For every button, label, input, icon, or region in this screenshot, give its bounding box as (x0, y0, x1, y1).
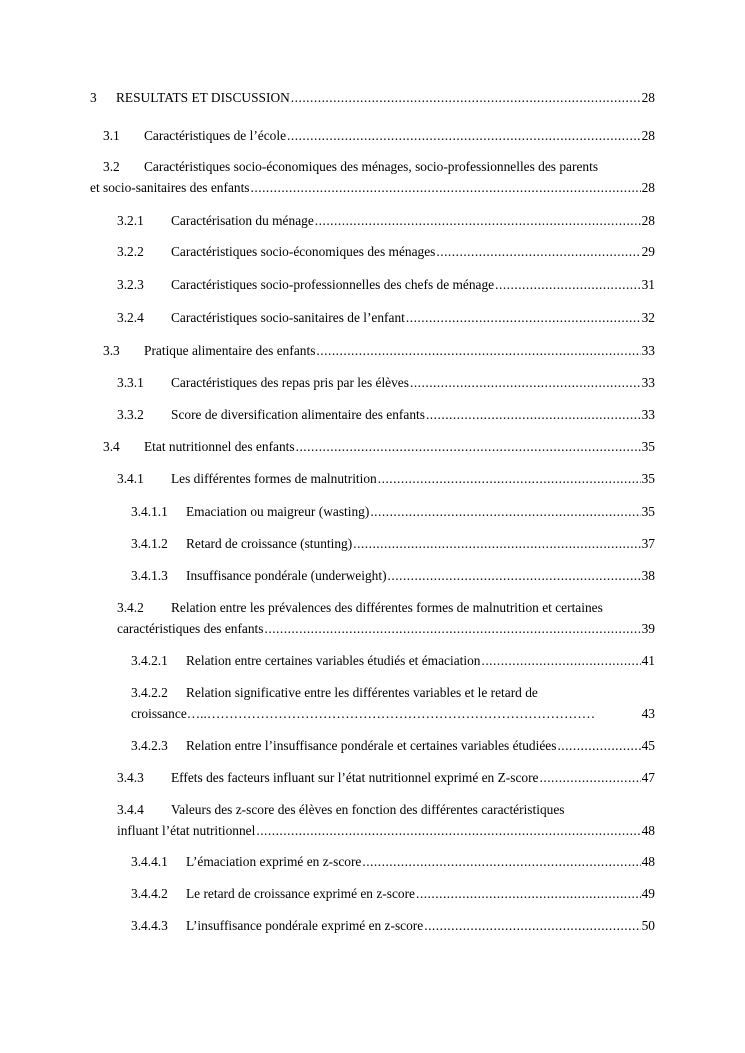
toc-page: 49 (641, 886, 655, 901)
toc-title: Insuffisance pondérale (underweight) (186, 568, 387, 583)
toc-title-continued: caractéristiques des enfants (117, 621, 264, 636)
toc-number: 3.4.1.1 (131, 504, 168, 519)
toc-title: Caractéristiques socio-professionnelles des chefs de ménage (171, 277, 495, 292)
toc-title: Caractéristiques socio-économiques des ménages (171, 244, 436, 259)
toc-page: 29 (641, 244, 655, 259)
toc-title: Caractéristiques des repas pris par les élèves (171, 375, 409, 390)
toc-entry-3-4-3[interactable] (117, 769, 655, 786)
toc-entry-3-4-1-2[interactable] (131, 535, 655, 552)
toc-leader (495, 276, 640, 293)
toc-number: 3.4.2.2 (131, 685, 168, 700)
toc-page: 35 (641, 439, 655, 454)
toc-number: 3.1 (103, 128, 120, 143)
toc-leader (291, 89, 641, 106)
toc-entry-3-4-4[interactable] (117, 801, 655, 839)
toc-title: Pratique alimentaire des enfants (144, 343, 316, 358)
toc-title: L’insuffisance pondérale exprimé en z-score (186, 918, 424, 933)
toc-number: 3.4.2 (117, 600, 144, 615)
toc-leader (481, 652, 640, 669)
toc-entry-3-4-1[interactable] (117, 470, 655, 487)
toc-number: 3.2 (103, 159, 120, 174)
toc-entry-3-4[interactable] (103, 438, 655, 455)
toc-title: Retard de croissance (stunting) (186, 536, 353, 551)
toc-entry-3-2-2[interactable] (117, 243, 655, 260)
toc-entry-3-1[interactable] (103, 127, 655, 144)
toc-title: Relation entre certaines variables étudiés et émaciation (186, 653, 481, 668)
toc-entry-3-4-2[interactable] (117, 599, 655, 637)
toc-page: 28 (641, 90, 655, 105)
toc-entry-3-4-2-1[interactable] (131, 652, 655, 669)
toc-number: 3.3 (103, 343, 120, 358)
toc-number: 3.2.1 (117, 213, 144, 228)
toc-page: 43 (641, 706, 655, 721)
toc-number: 3.4.1.2 (131, 536, 168, 551)
toc-entry-3-4-2-3[interactable] (131, 737, 655, 754)
toc-number: 3.4.1.3 (131, 568, 168, 583)
toc-page: 31 (641, 277, 655, 292)
toc-number: 3.4.4.3 (131, 918, 168, 933)
toc-entry-3-2-3[interactable] (117, 276, 655, 293)
toc-page: 39 (641, 621, 655, 636)
toc-leader (416, 885, 641, 902)
toc-entry-3-4-4-2[interactable] (131, 885, 655, 902)
toc-entry-3-3-1[interactable] (117, 374, 655, 391)
toc-number: 3.2.3 (117, 277, 144, 292)
toc-page: 48 (641, 823, 655, 838)
toc-number: 3.3.2 (117, 407, 144, 422)
toc-leader (378, 470, 641, 487)
toc-entry-3[interactable] (90, 89, 655, 106)
toc-number: 3.4.4.1 (131, 854, 168, 869)
toc-entry-3-4-4-1[interactable] (131, 853, 655, 870)
toc-title: Caractéristiques de l’école (144, 128, 287, 143)
toc-number: 3.4.2.3 (131, 738, 168, 753)
toc-page: 28 (641, 180, 655, 195)
toc-page: 47 (641, 770, 655, 785)
toc-entry-3-4-1-3[interactable] (131, 567, 655, 584)
toc-page: 48 (641, 854, 655, 869)
toc-title: Etat nutritionnel des enfants (144, 439, 295, 454)
toc-title: Emaciation ou maigreur (wasting) (186, 504, 370, 519)
toc-page: 45 (641, 738, 655, 753)
toc-number: 3 (90, 90, 97, 105)
toc-page: 41 (641, 653, 655, 668)
toc-title: Relation entre les prévalences des différentes formes de malnutrition et certaines (171, 600, 603, 615)
toc-title: Caractéristiques socio-sanitaires de l’enfant (171, 310, 405, 325)
toc-title: Caractérisation du ménage (171, 213, 314, 228)
toc-title: L’émaciation exprimé en z-score (186, 854, 362, 869)
toc-leader (410, 374, 641, 391)
toc-entry-3-4-2-2[interactable] (131, 684, 655, 722)
toc-title-continued: influant l’état nutritionnel (117, 823, 256, 838)
toc-number: 3.4.3 (117, 770, 144, 785)
toc-page: 35 (641, 504, 655, 519)
toc-page: 38 (641, 568, 655, 583)
toc-leader (265, 620, 641, 637)
toc-page: 33 (641, 343, 655, 358)
toc-page: 37 (641, 536, 655, 551)
toc-leader (436, 243, 640, 260)
toc-leader (406, 309, 641, 326)
toc-page: 28 (641, 213, 655, 228)
toc-leader (353, 535, 640, 552)
toc-leader (316, 342, 640, 359)
toc-leader (424, 917, 640, 934)
toc-page: 32 (641, 310, 655, 325)
toc-page: 35 (641, 471, 655, 486)
toc-leader (296, 438, 641, 455)
toc-number: 3.4.4.2 (131, 886, 168, 901)
toc-number: 3.2.2 (117, 244, 144, 259)
toc-page: 33 (641, 375, 655, 390)
toc-leader (315, 212, 641, 229)
toc-page: 33 (641, 407, 655, 422)
toc-number: 3.4.2.1 (131, 653, 168, 668)
toc-entry-3-3-2[interactable] (117, 406, 655, 423)
toc-entry-3-4-1-1[interactable] (131, 503, 655, 520)
toc-leader (256, 822, 640, 839)
toc-title: Effets des facteurs influant sur l’état nutritionnel exprimé en Z-score (171, 770, 539, 785)
toc-title: Le retard de croissance exprimé en z-score (186, 886, 416, 901)
toc-title: Relation entre l’insuffisance pondérale et certaines variables étudiées (186, 738, 557, 753)
toc-leader (426, 406, 641, 423)
toc-entry-3-4-4-3[interactable] (131, 917, 655, 934)
toc-title: RESULTATS ET DISCUSSION (116, 90, 290, 105)
toc-title-continued: croissance…..…………………………………………………………………………… (131, 706, 596, 721)
toc-title-continued: et socio-sanitaires des enfants (90, 180, 250, 195)
toc-number: 3.4.1 (117, 471, 144, 486)
toc-entry-3-2[interactable] (90, 158, 655, 196)
toc-number: 3.2.4 (117, 310, 144, 325)
toc-title: Relation significative entre les différentes variables et le retard de (186, 685, 538, 700)
toc-entry-3-3[interactable] (103, 342, 655, 359)
toc-number: 3.3.1 (117, 375, 144, 390)
toc-leader (362, 853, 640, 870)
toc-leader (251, 179, 641, 196)
toc-title: Score de diversification alimentaire des enfants (171, 407, 425, 422)
toc-leader (540, 769, 641, 786)
toc-entry-3-2-1[interactable] (117, 212, 655, 229)
toc-title: Les différentes formes de malnutrition (171, 471, 377, 486)
toc-title: Caractéristiques socio-économiques des ménages, socio-professionnelles des parents (144, 159, 599, 174)
toc-page: 28 (641, 128, 655, 143)
toc-leader (388, 567, 641, 584)
toc-number: 3.4.4 (117, 802, 144, 817)
toc-title: Valeurs des z-score des élèves en fonction des différentes caractéristiques (171, 802, 565, 817)
toc-entry-3-2-4[interactable] (117, 309, 655, 326)
toc-page: 50 (641, 918, 655, 933)
toc-number: 3.4 (103, 439, 120, 454)
toc-leader (557, 737, 640, 754)
toc-leader (370, 503, 640, 520)
toc-leader (287, 127, 641, 144)
